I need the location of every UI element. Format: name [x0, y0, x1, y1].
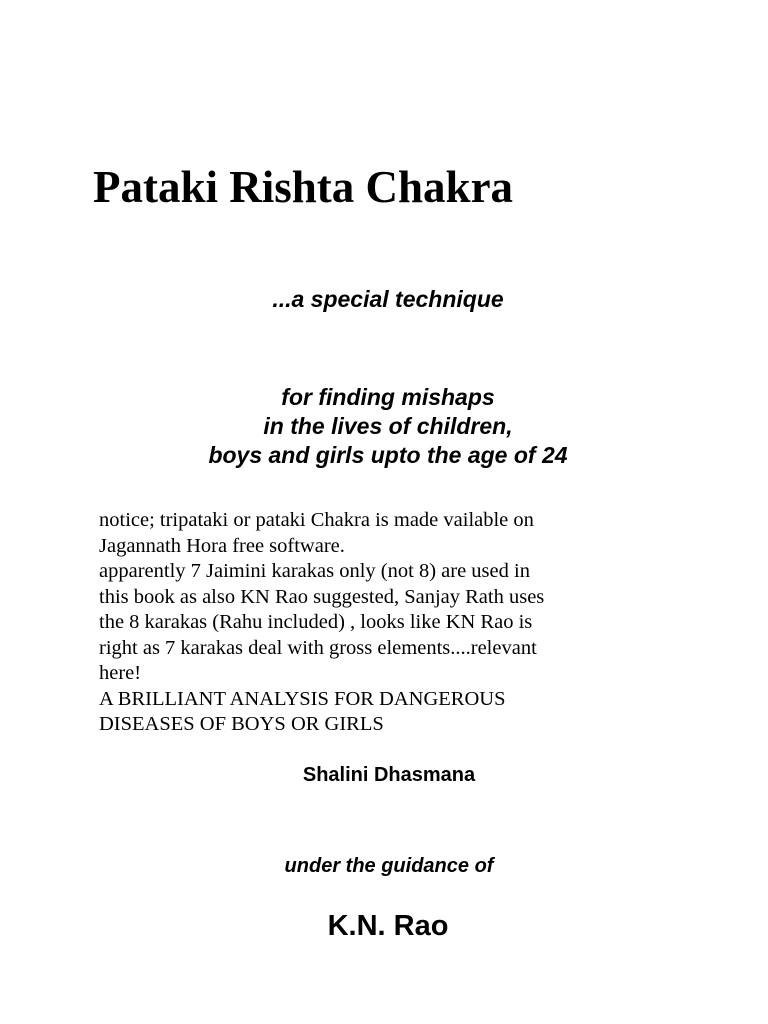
author-name: Shalini Dhasmana: [302, 764, 476, 786]
mentor-name: K.N. Rao: [327, 910, 449, 942]
notice-line: notice; tripataki or pataki Chakra is made vailable on: [99, 509, 534, 531]
purpose-line: boys and girls upto the age of 24: [208, 442, 568, 468]
book-purpose: [0, 383, 768, 470]
notice-line: DISEASES OF BOYS OR GIRLS: [99, 713, 384, 735]
notice-paragraph: [99, 508, 699, 738]
book-title: Pataki Rishta Chakra: [93, 162, 514, 212]
guidance-label: under the guidance of: [284, 855, 494, 877]
purpose-line: in the lives of children,: [263, 413, 513, 439]
purpose-line: for finding mishaps: [281, 384, 495, 410]
notice-line: right as 7 karakas deal with gross elements....relevant: [99, 636, 537, 659]
notice-line: A BRILLIANT ANALYSIS FOR DANGEROUS: [99, 687, 506, 710]
notice-line: the 8 karakas (Rahu included) , looks like KN Rao is: [99, 611, 533, 633]
book-subtitle: ...a special technique: [272, 286, 504, 312]
notice-line: this book as also KN Rao suggested, Sanjay Rath uses: [99, 585, 545, 608]
notice-line: Jagannath Hora free software.: [99, 534, 345, 557]
notice-line: here!: [99, 662, 142, 684]
notice-line: apparently 7 Jaimini karakas only (not 8) are used in: [99, 560, 530, 582]
